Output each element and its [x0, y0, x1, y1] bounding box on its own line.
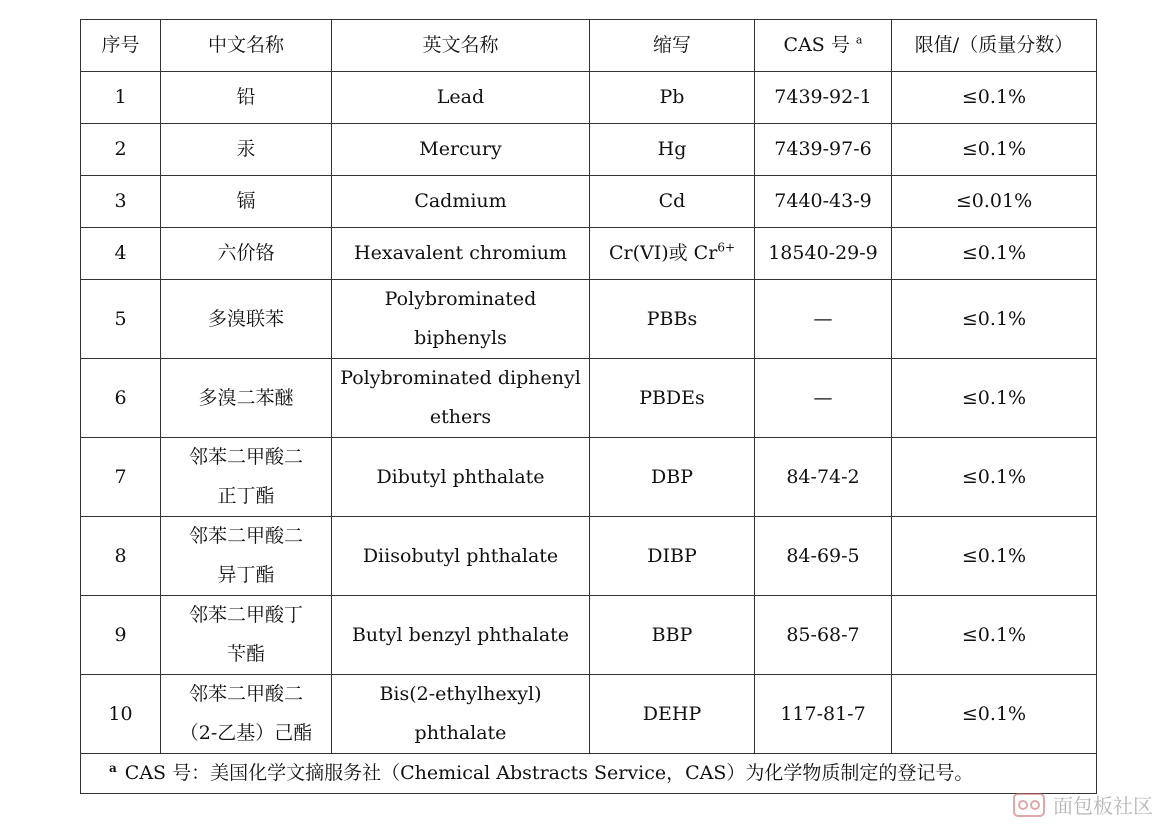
table-row	[81, 72, 1097, 124]
header-abbreviation: 缩写	[590, 20, 755, 72]
table-row	[81, 228, 1097, 280]
header-limit: 限值/（质量分数）	[892, 20, 1097, 72]
cell-limit: ≤0.1%	[892, 596, 1097, 675]
english-name-line: Polybrominated diphenyl	[340, 367, 581, 389]
cell-abbreviation: DBP	[590, 438, 755, 517]
chinese-name-line: 邻苯二甲酸二	[188, 446, 303, 468]
cell-limit: ≤0.1%	[892, 124, 1097, 176]
table-row	[81, 176, 1097, 228]
cell-abbreviation: PBDEs	[590, 359, 755, 438]
cell-limit: ≤0.01%	[892, 176, 1097, 228]
chinese-name-line: 邻苯二甲酸二	[188, 525, 303, 547]
watermark	[1011, 790, 1153, 819]
cell-cas: 84-69-5	[755, 517, 892, 596]
cell-seq: 10	[81, 675, 161, 754]
cell-chinese-name: 六价铬	[161, 228, 332, 280]
abbr-text: Cr(VI)或 Cr	[608, 242, 718, 264]
cell-chinese-name	[161, 675, 332, 754]
cell-limit: ≤0.1%	[892, 280, 1097, 359]
cell-english-name: Hexavalent chromium	[332, 228, 590, 280]
english-name-line: Polybrominated	[384, 288, 537, 310]
footnote-row	[81, 754, 1097, 794]
cell-limit: ≤0.1%	[892, 675, 1097, 754]
cell-english-name: Mercury	[332, 124, 590, 176]
cell-seq: 9	[81, 596, 161, 675]
chinese-name-line: （2-乙基）己酯	[179, 722, 313, 744]
cell-abbreviation: Hg	[590, 124, 755, 176]
cell-cas: 84-74-2	[755, 438, 892, 517]
cell-seq: 3	[81, 176, 161, 228]
footnote-marker: a	[109, 760, 117, 775]
abbr-superscript: 6+	[717, 240, 736, 255]
cell-abbreviation: Cd	[590, 176, 755, 228]
footnote	[81, 754, 1097, 794]
table-row	[81, 517, 1097, 596]
header-row	[81, 20, 1097, 72]
cell-seq: 2	[81, 124, 161, 176]
cell-chinese-name: 镉	[161, 176, 332, 228]
header-seq: 序号	[81, 20, 161, 72]
footnote-text: CAS 号：美国化学文摘服务社（Chemical Abstracts Service，CAS）为化学物质制定的登记号。	[124, 762, 974, 784]
watermark-text: 面包板社区	[1053, 794, 1153, 818]
cell-seq: 6	[81, 359, 161, 438]
cell-seq: 8	[81, 517, 161, 596]
header-cas-label: CAS 号	[783, 34, 850, 56]
cell-seq: 1	[81, 72, 161, 124]
cell-chinese-name: 多溴联苯	[161, 280, 332, 359]
cell-english-name	[332, 359, 590, 438]
chinese-name-line: 邻苯二甲酸丁	[188, 604, 303, 626]
english-name-line: biphenyls	[414, 327, 507, 349]
cell-cas: —	[755, 359, 892, 438]
cell-abbreviation: BBP	[590, 596, 755, 675]
table-row	[81, 280, 1097, 359]
cell-cas: 7439-97-6	[755, 124, 892, 176]
cell-seq: 7	[81, 438, 161, 517]
header-cas	[755, 20, 892, 72]
cell-english-name: Cadmium	[332, 176, 590, 228]
cell-chinese-name: 多溴二苯醚	[161, 359, 332, 438]
english-name-line: Bis(2-ethylhexyl)	[379, 683, 542, 705]
header-cas-footnote-marker: a	[855, 33, 863, 47]
cell-english-name: Lead	[332, 72, 590, 124]
table-row	[81, 438, 1097, 517]
chinese-name-line: 邻苯二甲酸二	[188, 683, 303, 705]
cell-cas: 7440-43-9	[755, 176, 892, 228]
table-row	[81, 124, 1097, 176]
cell-cas: 85-68-7	[755, 596, 892, 675]
chinese-name-line: 正丁酯	[217, 485, 275, 507]
cell-english-name	[332, 675, 590, 754]
cell-limit: ≤0.1%	[892, 517, 1097, 596]
cell-limit: ≤0.1%	[892, 72, 1097, 124]
cell-abbreviation: PBBs	[590, 280, 755, 359]
cell-seq: 5	[81, 280, 161, 359]
substance-limits-table	[80, 19, 1097, 794]
cell-chinese-name	[161, 517, 332, 596]
header-english-name: 英文名称	[332, 20, 590, 72]
cell-english-name: Butyl benzyl phthalate	[332, 596, 590, 675]
cell-chinese-name: 铅	[161, 72, 332, 124]
cell-chinese-name: 汞	[161, 124, 332, 176]
cell-limit: ≤0.1%	[892, 359, 1097, 438]
cell-english-name: Dibutyl phthalate	[332, 438, 590, 517]
header-chinese-name: 中文名称	[161, 20, 332, 72]
cell-english-name: Diisobutyl phthalate	[332, 517, 590, 596]
chinese-name-line: 苄酯	[226, 643, 265, 665]
cell-abbreviation: DEHP	[590, 675, 755, 754]
cell-cas: —	[755, 280, 892, 359]
table-row	[81, 359, 1097, 438]
cell-chinese-name	[161, 596, 332, 675]
english-name-line: phthalate	[414, 722, 507, 744]
cell-abbreviation	[590, 228, 755, 280]
cell-cas: 117-81-7	[755, 675, 892, 754]
english-name-line: ethers	[429, 406, 492, 428]
table-row	[81, 675, 1097, 754]
table-row	[81, 596, 1097, 675]
cell-limit: ≤0.1%	[892, 228, 1097, 280]
cell-cas: 18540-29-9	[755, 228, 892, 280]
cell-abbreviation: Pb	[590, 72, 755, 124]
cell-seq: 4	[81, 228, 161, 280]
cell-english-name	[332, 280, 590, 359]
cell-chinese-name	[161, 438, 332, 517]
cell-cas: 7439-92-1	[755, 72, 892, 124]
chinese-name-line: 异丁酯	[217, 564, 275, 586]
cell-abbreviation: DIBP	[590, 517, 755, 596]
cell-limit: ≤0.1%	[892, 438, 1097, 517]
watermark-logo-icon	[1011, 791, 1047, 819]
